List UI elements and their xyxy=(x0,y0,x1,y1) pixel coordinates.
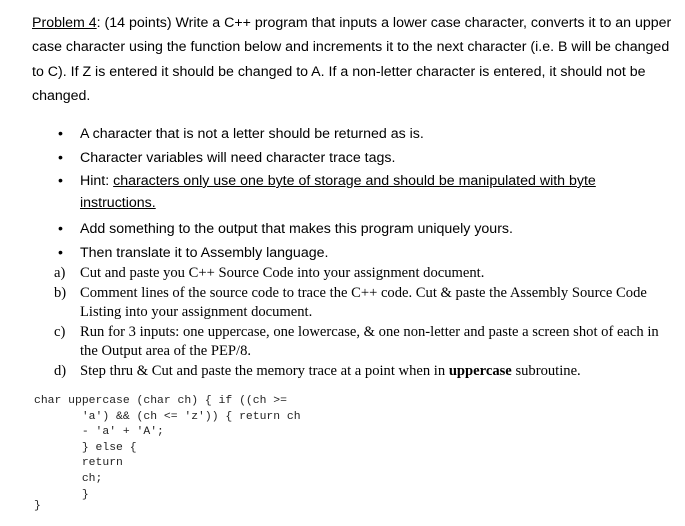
problem-statement xyxy=(32,11,672,108)
list-item xyxy=(58,146,640,170)
bullet-text: Character variables will need character trace tags. xyxy=(80,150,396,166)
code-line: return xyxy=(34,457,123,470)
step-text: Cut and paste you C++ Source Code into your assignment document. xyxy=(80,265,485,281)
bullet-text: Add something to the output that makes this program uniquely yours. xyxy=(80,221,513,237)
step-text: Run for 3 inputs: one uppercase, one lowercase, & one non-letter and paste a screen shot of each in the Output area of the PEP/8. xyxy=(80,323,659,359)
bullet-text: A character that is not a letter should be returned as is. xyxy=(80,126,424,142)
step-text-bold: uppercase xyxy=(448,362,512,379)
bullet-icon: • xyxy=(58,245,63,261)
problem-label: Problem 4 xyxy=(32,15,97,31)
requirements-list xyxy=(58,122,640,265)
code-closing-brace: } xyxy=(34,500,41,512)
code-line: ch; xyxy=(34,472,103,485)
bullet-icon: • xyxy=(58,150,63,166)
bullet-text: Hint: xyxy=(80,173,114,189)
list-item xyxy=(54,264,660,284)
step-label: a) xyxy=(54,265,66,281)
step-text-end: subroutine. xyxy=(511,362,581,379)
problem-text: : (14 points) Write a C++ program that inputs a lower case character, converts it to an upper case character using the function below and increments it to the next character (i.e. B will be changed to C). If Z is entered it should be changed to A. If a non-letter character is entered, it should not be changed. xyxy=(32,15,672,104)
code-line: } else { xyxy=(34,441,137,454)
list-item xyxy=(58,122,640,146)
bullet-icon: • xyxy=(58,126,63,142)
code-line: char uppercase (char ch) { if ((ch >= xyxy=(34,395,287,407)
step-label: c) xyxy=(54,323,66,340)
code-line: } xyxy=(34,488,89,501)
bullet-icon: • xyxy=(58,221,63,237)
step-label: b) xyxy=(54,284,67,301)
list-item xyxy=(54,362,660,382)
code-line: - 'a' + 'A'; xyxy=(34,426,164,439)
code-line: 'a') && (ch <= 'z')) { return ch xyxy=(34,410,301,423)
code-block xyxy=(34,394,301,503)
bullet-icon: • xyxy=(58,173,63,189)
step-text: Comment lines of the source code to trace the C++ code. Cut & paste the Assembly Source Code Listing into your assignment document. xyxy=(80,284,647,320)
list-item xyxy=(58,170,640,214)
steps-list xyxy=(54,264,660,381)
bullet-text: Then translate it to Assembly language. xyxy=(80,245,329,261)
list-item xyxy=(54,284,660,323)
step-label: d) xyxy=(54,362,67,379)
list-item xyxy=(58,241,640,265)
step-text: Step thru & Cut and paste the memory trace at a point when in xyxy=(80,362,449,379)
list-item xyxy=(54,323,660,362)
hint-underlined: characters only use one byte of storage and should be manipulated with byte instructions. xyxy=(80,173,596,211)
list-item xyxy=(58,217,640,241)
